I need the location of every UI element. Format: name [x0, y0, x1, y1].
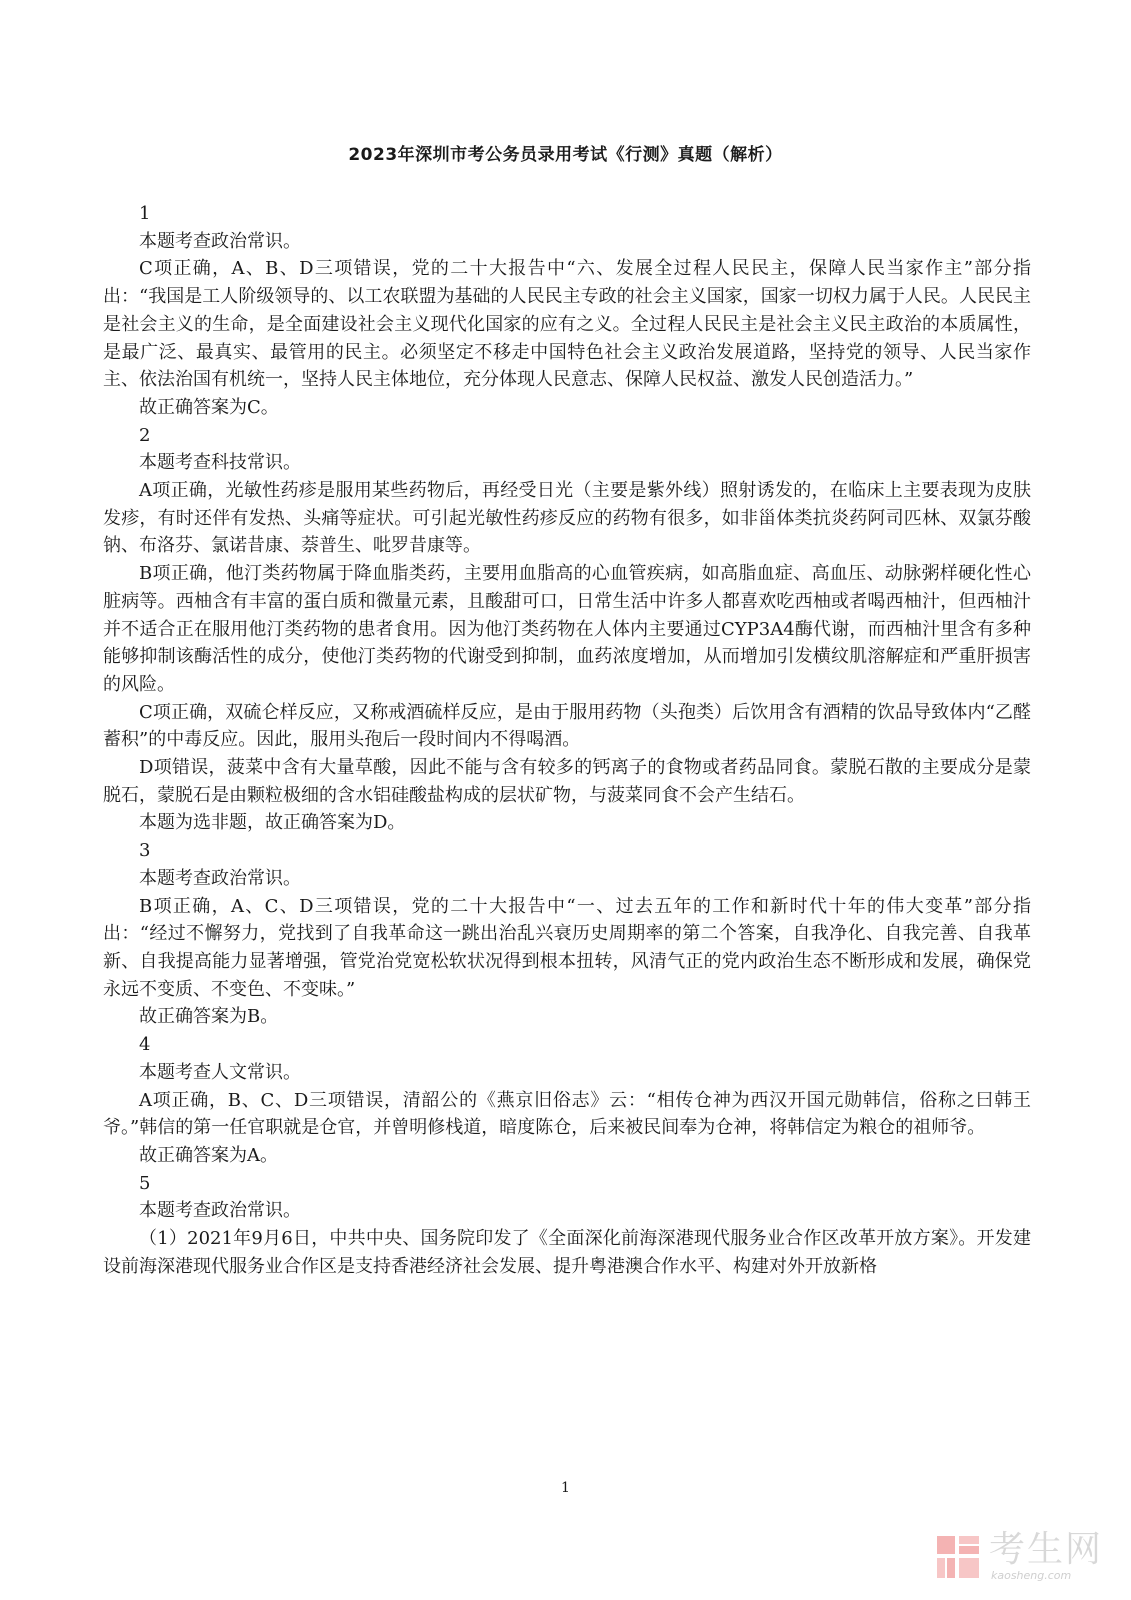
paragraph: C项正确，双硫仑样反应，又称戒酒硫样反应，是由于服用药物（头孢类）后饮用含有酒精的饮品导致体内“乙醛蓄积”的中毒反应。因此，服用头孢后一段时间内不得喝酒。 [103, 701, 1031, 751]
document-title: 2023年深圳市考公务员录用考试《行测》真题（解析） [348, 145, 783, 165]
paragraph: 本题考查人文常识。 [139, 1061, 301, 1083]
paragraph: B项正确，A、C、D三项错误，党的二十大报告中“一、过去五年的工作和新时代十年的伟大变革”部分指出：“经过不懈努力，党找到了自我革命这一跳出治乱兴衰历史周期率的第二个答案，自我净化、自我完善、自我革新、自我提高能力显著增强，管党治党宽松软状况得到根本扭转，风清气正的党内政治生态不断形成和发展，确保党永远不变质、不变色、不变味。” [103, 895, 1031, 1000]
watermark-domain: kaosheng.com [990, 1569, 1072, 1582]
document-body [103, 200, 1031, 1280]
paragraph: B项正确，他汀类药物属于降血脂类药，主要用血脂高的心血管疾病，如高脂血症、高血压、动脉粥样硬化性心脏病等。西柚含有丰富的蛋白质和微量元素，且酸甜可口，日常生活中许多人都喜欢吃西柚或者喝西柚汁，但西柚汁并不适合正在服用他汀类药物的患者食用。因为他汀类药物在人体内主要通过CYP3A4酶代谢，而西柚汁里含有多种能够抑制该酶活性的成分，使他汀类药物的代谢受到抑制，血药浓度增加，从而增加引发横纹肌溶解症和严重肝损害的风险。 [103, 563, 1031, 695]
paragraph: 本题考查政治常识。 [139, 1200, 301, 1222]
paragraph: （1）2021年9月6日，中共中央、国务院印发了《全面深化前海深港现代服务业合作区改革开放方案》。开发建设前海深港现代服务业合作区是支持香港经济社会发展、提升粤港澳合作水平、构建对外开放新格 [103, 1228, 1031, 1277]
paragraph: D项错误，菠菜中含有大量草酸，因此不能与含有较多的钙离子的食物或者药品同食。蒙脱石散的主要成分是蒙脱石，蒙脱石是由颗粒极细的含水铝硅酸盐构成的层状矿物，与菠菜同食不会产生结石。 [103, 757, 1031, 806]
paragraph: C项正确，A、B、D三项错误，党的二十大报告中“六、发展全过程人民民主，保障人民当家作主”部分指出：“我国是工人阶级领导的、以工农联盟为基础的人民民主专政的社会主义国家，国家一切权力属于人民。人民民主是社会主义的生命，是全面建设社会主义现代化国家的应有之义。全过程人民民主是社会主义民主政治的本质属性，是最广泛、最真实、最管用的民主。必须坚定不移走中国特色社会主义政治发展道路，坚持党的领导、人民当家作主、依法治国有机统一，坚持人民主体地位，充分体现人民意志、保障人民权益、激发人民创造活力。” [103, 258, 1031, 391]
question-number: 5 [139, 1172, 151, 1194]
answer-line: 故正确答案为B。 [139, 1006, 279, 1028]
answer-line: 本题为选非题，故正确答案为D。 [139, 812, 406, 834]
question-number: 2 [139, 424, 151, 446]
paragraph: A项正确，B、C、D三项错误，清韶公的《燕京旧俗志》云：“相传仓神为西汉开国元勋韩信，俗称之曰韩王爷。”韩信的第一任官职就是仓官，并曾明修栈道，暗度陈仓，后来被民间奉为仓神，将韩信定为粮仓的祖师爷。 [103, 1089, 1031, 1139]
answer-line: 故正确答案为C。 [139, 396, 279, 418]
watermark-brand: 考生网 [988, 1529, 1103, 1570]
question-number: 4 [139, 1034, 151, 1056]
paragraph: 本题考查政治常识。 [139, 230, 301, 252]
paragraph: 本题考查政治常识。 [139, 867, 301, 889]
answer-line: 故正确答案为A。 [139, 1144, 278, 1166]
watermark [935, 1531, 1103, 1582]
paragraph: A项正确，光敏性药疹是服用某些药物后，再经受日光（主要是紫外线）照射诱发的，在临床上主要表现为皮肤发疹，有时还伴有发热、头痛等症状。可引起光敏性药疹反应的药物有很多，如非甾体类抗炎药阿司匹林、双氯芬酸钠、布洛芬、氯诺昔康、萘普生、吡罗昔康等。 [103, 480, 1031, 557]
question-number: 1 [139, 203, 151, 224]
question-number: 3 [139, 840, 151, 862]
kaosheng-logo-icon [935, 1534, 981, 1580]
page-number: 1 [561, 1480, 570, 1496]
paragraph: 本题考查科技常识。 [139, 452, 301, 474]
